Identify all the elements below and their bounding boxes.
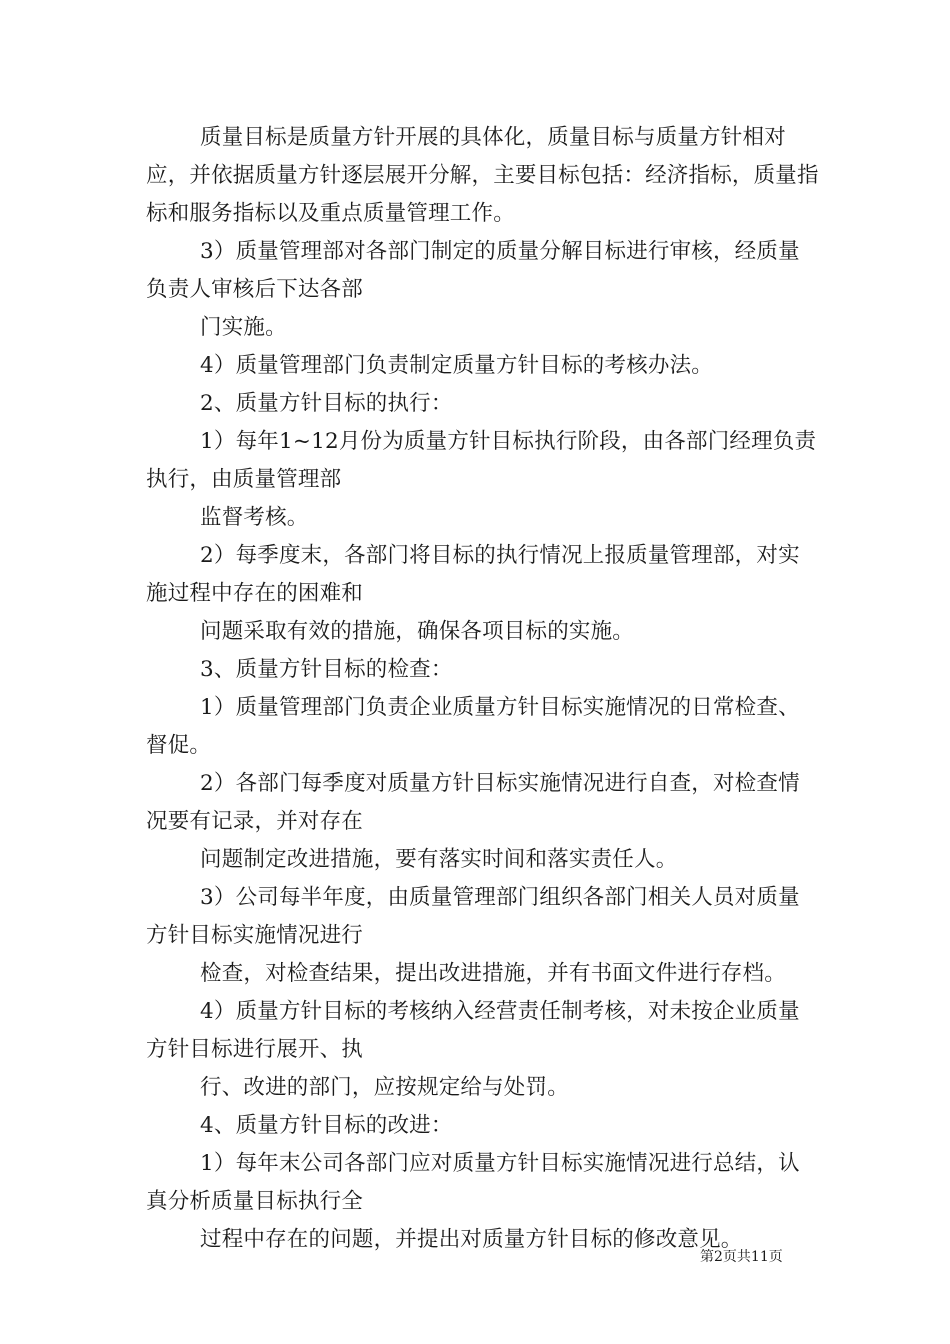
paragraph-execution-period: 1）每年1~12月份为质量方针目标执行阶段，由各部门经理负责执行，由质量管理部: [146, 429, 817, 492]
paragraph-quality-goal-definition: 质量目标是质量方针开展的具体化，质量目标与质量方针相对应，并依据质量方针逐层展开分解，主要目标包括：经济指标，质量指标和服务指标以及重点质量管理工作。: [146, 125, 819, 226]
paragraph-assessment-responsibility-cont: 行、改进的部门，应按规定给与处罚。: [200, 1075, 569, 1100]
paragraph-self-inspection-cont: 问题制定改进措施，要有落实时间和落实责任人。: [200, 847, 678, 872]
paragraph-review-goals-cont: 门实施。: [200, 315, 287, 340]
document-body: [146, 119, 821, 1259]
paragraph-self-inspection: 2）各部门每季度对质量方针目标实施情况进行自查，对检查情况要有记录，并对存在: [146, 771, 800, 834]
paragraph-annual-summary-cont: 过程中存在的问题，并提出对质量方针目标的修改意见。: [200, 1227, 743, 1252]
paragraph-annual-summary: 1）每年末公司各部门应对质量方针目标实施情况进行总结，认真分析质量目标执行全: [146, 1151, 800, 1214]
paragraph-semiannual-inspection-cont: 检查，对检查结果，提出改进措施，并有书面文件进行存档。: [200, 961, 786, 986]
paragraph-daily-inspection: 1）质量管理部门负责企业质量方针目标实施情况的日常检查、督促。: [146, 695, 800, 758]
page-footer: [700, 1248, 850, 1266]
paragraph-quarterly-report-cont: 问题采取有效的措施，确保各项目标的实施。: [200, 619, 635, 644]
paragraph-review-goals: 3）质量管理部对各部门制定的质量分解目标进行审核，经质量负责人审核后下达各部: [146, 239, 800, 302]
paragraph-assessment-method: 4）质量管理部门负责制定质量方针目标的考核办法。: [200, 353, 713, 378]
section-heading-improvement: 4、质量方针目标的改进：: [200, 1113, 453, 1138]
paragraph-quarterly-report: 2）每季度末，各部门将目标的执行情况上报质量管理部，对实施过程中存在的困难和: [146, 543, 800, 606]
page-number-label: 第2页共11页: [700, 1249, 783, 1265]
section-heading-execution: 2、质量方针目标的执行：: [200, 391, 453, 416]
paragraph-semiannual-inspection: 3）公司每半年度，由质量管理部门组织各部门相关人员对质量方针目标实施情况进行: [146, 885, 800, 948]
paragraph-assessment-responsibility: 4）质量方针目标的考核纳入经营责任制考核，对未按企业质量方针目标进行展开、执: [146, 999, 800, 1062]
paragraph-execution-period-cont: 监督考核。: [200, 505, 309, 530]
section-heading-inspection: 3、质量方针目标的检查：: [200, 657, 453, 682]
